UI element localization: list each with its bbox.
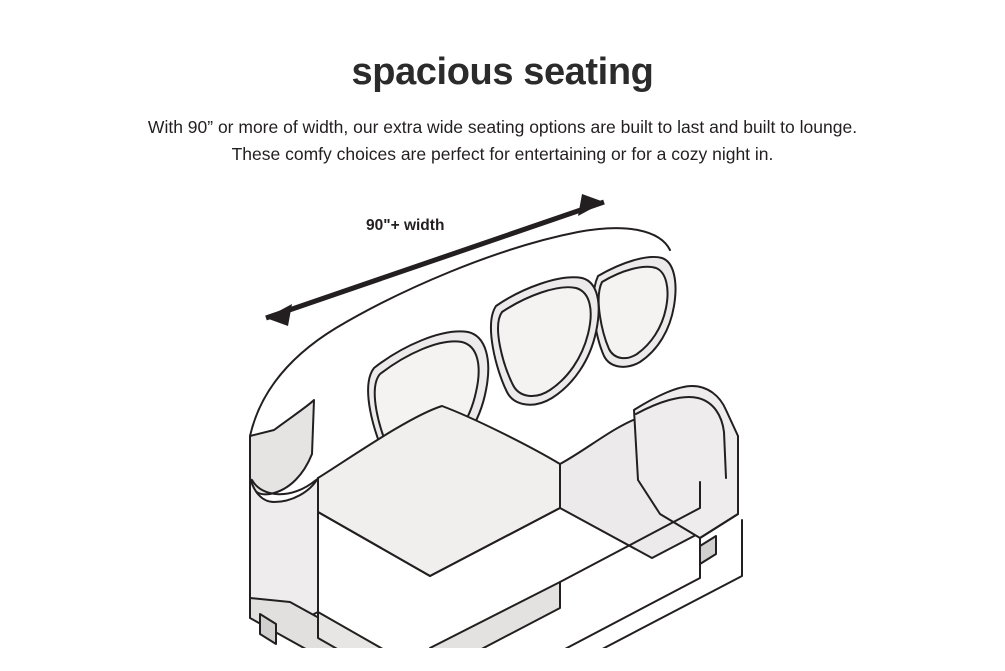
page-subcopy (0, 114, 1005, 167)
subcopy-line-1: With 90” or more of width, our extra wide seating options are built to last and built to lounge. (147, 117, 858, 137)
sofa-illustration (230, 178, 790, 648)
dimension-label: 90"+ width (366, 217, 445, 234)
subcopy-line-2: These comfy choices are perfect for entertaining or for a cozy night in. (231, 143, 774, 164)
page-title: spacious seating (351, 51, 654, 93)
